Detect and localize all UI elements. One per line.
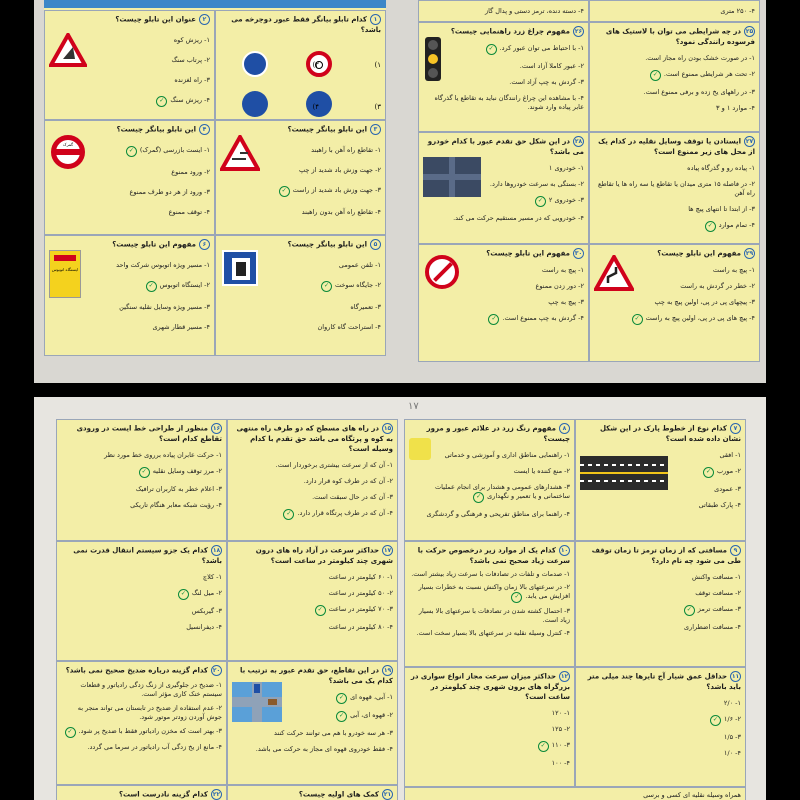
customs-stop-sign-icon: گمرک — [51, 135, 85, 169]
option-3: ۳- هر سه خودرو با هم می توانند حرکت کنند — [273, 729, 393, 737]
option-2: ۲- ۵۰ کیلومتر در ساعت — [328, 589, 393, 597]
option-4-correct: ۴- پیچ های پی در پی، اولین پیچ به راست ✓ — [594, 314, 755, 325]
question-3-title: ۳این تابلو بیانگر چیست؟ — [220, 124, 381, 135]
question-4-title: ۴این تابلو بیانگر چیست؟ — [49, 124, 210, 135]
falling-rocks-sign-icon — [49, 33, 87, 67]
option-2-correct: ۲- مرز توقف وسایل نقلیه ✓ — [61, 467, 222, 478]
option-2-correct: ۲- ۱/۶ ✓ — [580, 715, 741, 726]
option-4: ۴- رؤیت شبکه معابر هنگام تاریکی — [130, 501, 222, 509]
option-3-correct: ۳- ۷۰ کیلومتر در ساعت ✓ — [232, 605, 393, 616]
option-1-correct: ۱- با احتیاط می توان عبور کرد. ✓ — [423, 44, 584, 55]
question-21 — [227, 785, 398, 800]
question-10 — [404, 541, 575, 667]
option-3-correct: ۳- هشدارهای عمومی و هشدار برای انجام عملیات ساختمانی و یا تعمیر و نگهداری ✓ — [409, 483, 570, 503]
question-25 — [589, 22, 760, 132]
crosswind-sign-icon — [220, 135, 260, 171]
option-2-marker: ۲) — [312, 61, 319, 69]
option-2: ۲- پرتاب سنگ — [171, 56, 210, 64]
option-4: ۴- ۸۰ کیلومتر در ساعت — [328, 623, 393, 631]
option-4: ۴- خودرویی که در مسیر مستقیم حرکت می کند. — [453, 214, 584, 222]
question-6-title: ۶مفهوم این تابلو چیست؟ — [49, 239, 210, 250]
question-12 — [404, 667, 575, 787]
option-4-marker: ۴) — [312, 103, 319, 111]
option-4-correct: ۴- آن که در طرف پرتگاه قرار دارد. ✓ — [232, 509, 393, 520]
option-2: ۲- مسافت توقف — [695, 589, 741, 597]
option-3: ۳- اعلام خطر به کاربران ترافیک — [135, 485, 222, 493]
option-1: ۱- ۱۲۰ — [551, 709, 570, 717]
question-9 — [575, 541, 746, 667]
option-4: ۴- پارک طبقاتی — [698, 501, 741, 509]
question-15-title: ۱۵در راه های مسطح که دو طرف راه منتهی به کوه و پرتگاه می باشد حق تقدم با کدام وسیله است؟ — [236, 424, 393, 453]
previous-question-tail-left: ۴- دسته دنده، ترمز دستی و پدال گاز — [418, 0, 589, 22]
question-8-title: ۸مفهوم رنگ زرد در علائم عبور و مرور چیست؟ — [426, 424, 570, 443]
question-16 — [56, 419, 227, 541]
option-3: ۳- احتمال کشته شدن در تصادفات با سرعتهای بالا بسیار زیاد است. — [418, 607, 570, 624]
question-7 — [575, 419, 746, 541]
question-18 — [56, 541, 227, 661]
question-27-title: ۲۷ایستادن یا توقف وسایل نقلیه در کدام یک از محل های زیر ممنوع است؟ — [598, 137, 755, 156]
question-17-title: ۱۷حداکثر سرعت در آزاد راه های درون شهری چند کیلومتر در ساعت است؟ — [255, 546, 393, 565]
option-2-correct: ۲- ایستگاه اتوبوس ✓ — [49, 281, 210, 292]
question-30 — [418, 244, 589, 362]
option-4: ۴- مسافت اضطراری — [683, 623, 741, 631]
option-1-correct: ۱- آبی، قهوه ای ✓ — [232, 693, 393, 704]
intersection-priority-diagram-icon — [232, 682, 282, 722]
option-4: ۴- فقط خودروی قهوه ای مجاز به حرکت می باشد. — [255, 745, 393, 753]
question-1 — [215, 10, 386, 120]
question-17 — [227, 541, 398, 661]
option-2: ۲- خطر در گردش به راست — [680, 282, 755, 290]
question-21-title: ۲۱کمک های اولیه چیست؟ — [298, 790, 392, 799]
bus-stop-sign-icon: ایستگاه اتوبوس — [49, 250, 81, 298]
question-8 — [404, 419, 575, 541]
option-2: ۲- عدم استفاده از ضدیخ در تابستان می تواند منجر به جوش آوردن زودتر موتور شود. — [77, 704, 222, 721]
question-22-title: ۲۲کدام گزینه نادرست است؟ — [118, 790, 221, 799]
option-1: ۱- تلفن عمومی — [338, 261, 381, 269]
option-1: ۱- مسافت واکنش — [691, 573, 741, 581]
question-29 — [589, 244, 760, 362]
option-1: ۱- ضدیخ در جلوگیری از زنگ زدگی رادیاتور و قطعات سیستم خنک کاری مؤثر است. — [80, 681, 222, 698]
option-2-correct: ۲- در سرعتهای بالا زمان واکنش نسبت به خطرات بسیار افزایش می یابد. ✓ — [409, 583, 570, 603]
option-1: ۱- ۶۰ کیلومتر در ساعت — [328, 573, 393, 581]
fuel-station-sign-icon — [222, 250, 258, 286]
option-4: ۴- ۱۰۰ — [551, 759, 570, 767]
option-1: ۱- پیچ به راست — [541, 266, 584, 274]
top-photo — [34, 0, 766, 383]
question-19-title: ۱۹در این تقاطع، حق تقدم عبور به ترتیب با کدام یک می باشد؟ — [239, 666, 393, 685]
option-1: ۱- پیچ به راست — [712, 266, 755, 274]
traffic-light-icon — [425, 37, 441, 81]
option-4: ۴- کنترل وسیله نقلیه در سرعتهای بالا بسیار سخت است. — [416, 629, 570, 637]
question-26 — [418, 22, 589, 132]
yellow-color-swatch-icon — [409, 438, 431, 460]
next-question-tail: همراه وسیله نقلیه ای کسی و برسی — [404, 787, 746, 800]
option-3: ۳- راه لغزنده — [174, 76, 210, 84]
option-4: ۴- با مشاهده این چراغ رانندگان نباید به تقاطع یا گذرگاه عابر پیاده وارد شوند. — [434, 94, 584, 111]
option-2: ۲- در فاصله ۱۵ متری میدان یا تقاطع یا سه راه ها یا تقاطع راه آهن — [597, 180, 755, 197]
option-1: ۱- صدمات و تلفات در تصادفات با سرعت زیاد بیشتر است. — [411, 570, 570, 578]
question-29-title: ۲۹مفهوم این تابلو چیست؟ — [657, 249, 754, 258]
option-3: ۳- گردش به چپ آزاد است. — [509, 78, 584, 86]
option-3: ۳- ۱/۵ — [723, 733, 741, 741]
option-2-correct: ۲- میل لنگ ✓ — [61, 589, 222, 600]
option-4: ۴- راهنما برای مناطق تفریحی و فرهنگی و گردشگری — [426, 510, 570, 518]
parking-lines-diagram-icon — [580, 456, 668, 490]
question-9-title: ۹مسافتی که از زمان ترمز تا زمان توقف طی می شود چه نام دارد؟ — [591, 546, 741, 565]
question-1-title: ۱کدام تابلو بیانگر فقط عبور دوچرخه می باشد؟ — [231, 15, 381, 34]
previous-question-tail-right: ۴- ۲۵۰ متری — [589, 0, 760, 22]
option-3: ۳- پیچهای پی در پی، اولین پیچ به چپ — [654, 298, 755, 306]
option-4-correct: ۴- ریزش سنگ ✓ — [49, 96, 210, 107]
bicycle-only-sign-icon — [306, 91, 332, 117]
option-2: ۲- عبور کاملا آزاد است. — [519, 62, 584, 70]
option-4: ۴- مانع از یخ زدگی آب رادیاتور در سرما می گردد. — [87, 743, 222, 751]
option-1-marker: ۱) — [374, 61, 381, 69]
option-1: ۱- کلاچ — [202, 573, 222, 581]
option-2: ۲- قهوه ای، آبی ✓ — [232, 711, 393, 722]
option-4-correct: ۴- تمام موارد ✓ — [594, 221, 755, 232]
option-4: ۴- تقاطع راه آهن بدون راهبند — [301, 208, 381, 216]
option-2: ۲- دور زدن ممنوع — [535, 282, 584, 290]
option-1: ۱- مسیر ویژه اتوبوس شرکت واحد — [116, 261, 210, 269]
option-3-marker: ۳) — [374, 103, 381, 111]
option-3: ۳- ورود از هر دو طرف ممنوع — [129, 188, 210, 196]
question-16-title: ۱۶منظور از طراحی خط ایست در ورودی تقاطع کدام است؟ — [76, 424, 222, 443]
option-2: ۲- منع کننده یا ایست — [513, 467, 570, 475]
option-1: ۱- خودروی ۱ — [548, 164, 584, 172]
option-2-correct: ۲- مورب ✓ — [580, 467, 741, 478]
page-number-mark: ۱۷ — [408, 401, 419, 412]
option-1: ۱- پیاده رو و گذرگاه پیاده — [687, 164, 755, 172]
option-4: ۴- موارد ۱ و ۳ — [716, 104, 755, 112]
option-4: ۴- استراحت گاه کاروان — [317, 323, 381, 331]
option-2: ۲- جهت وزش باد شدید از چپ — [299, 166, 381, 174]
option-2: ۲- ۱۲۵ — [551, 725, 570, 733]
option-4-correct: ۴- گردش به چپ ممنوع است. ✓ — [423, 314, 584, 325]
question-30-title: ۳۰مفهوم این تابلو چیست؟ — [486, 249, 583, 258]
option-4: ۴- دیفرانسیل — [186, 623, 222, 631]
option-1: ۱- آن که از سرعت بیشتری برخوردار است. — [275, 461, 393, 469]
option-4: ۴- توقف ممنوع — [168, 208, 210, 216]
option-2: ۲- ورود ممنوع — [171, 168, 210, 176]
option-3: ۳- مسیر ویژه وسایل نقلیه سنگین — [119, 303, 210, 311]
option-1: ۱- ریزش کوه — [173, 36, 210, 44]
question-7-title: ۷کدام نوع از خطوط پارک در این شکل نشان داده شده است؟ — [599, 424, 741, 443]
question-12-title: ۱۲حداکثر میزان سرعت مجاز انواع سواری در بزرگراه های برون شهری چند کیلومتر در ساعت است؟ — [410, 672, 570, 701]
option-1: ۱- ۲/۰ — [723, 699, 741, 707]
question-4 — [44, 120, 215, 235]
question-28-title: ۲۸در این شکل حق تقدم عبور با کدام خودرو می باشد؟ — [427, 137, 584, 156]
option-3-correct: ۳- جهت وزش باد شدید از راست ✓ — [220, 186, 381, 197]
question-11-title: ۱۱حداقل عمق شیار آج تایرها چند میلی متر باید باشد؟ — [587, 672, 741, 691]
no-left-turn-sign-icon — [425, 255, 459, 289]
bottom-photo — [34, 397, 766, 800]
option-3: ۳- عمودی — [714, 485, 741, 493]
bottom-left-sheet — [56, 419, 398, 800]
option-3-correct: ۳- بهتر است که مخزن رادیاتور فقط با ضدیخ پر شود. ✓ — [61, 727, 222, 738]
question-25-title: ۲۵در چه شرایطی می توان با لاستیک های فرسوده رانندگی نمود؟ — [605, 27, 755, 46]
option-1: ۱- در صورت خشک بودن راه مجاز است. — [645, 54, 755, 62]
option-3-correct: ۳- خودروی ۲ ✓ — [423, 196, 584, 207]
double-bend-sign-icon — [594, 255, 634, 291]
option-2: ۲- بستگی به سرعت خودروها دارد. — [489, 180, 584, 188]
option-1: ۱- افقی — [719, 451, 741, 459]
option-3: ۳- گیربکس — [191, 607, 222, 615]
question-20 — [56, 661, 227, 785]
option-3: ۳- از ابتدا تا انتهای پیچ ها — [688, 205, 755, 213]
bottom-right-sheet — [404, 419, 746, 800]
question-15 — [227, 419, 398, 541]
option-3-correct: ۳- مسافت ترمز ✓ — [580, 605, 741, 616]
top-right-sheet — [418, 0, 760, 362]
question-10-title: ۱۰کدام یک از موارد زیر درخصوص حرکت با سرعت زیاد صحیح نمی باشد؟ — [417, 546, 570, 565]
question-2 — [44, 10, 215, 120]
bicycle-prohibited-sign-icon — [306, 51, 332, 77]
option-4: ۴- مسیر قطار شهری — [152, 323, 210, 331]
question-11 — [575, 667, 746, 787]
question-5 — [215, 235, 386, 356]
option-3: ۳- تعمیرگاه — [350, 303, 381, 311]
question-26-title: ۲۶مفهوم چراغ زرد راهنمایی چیست؟ — [450, 27, 583, 36]
option-2-correct: ۲- جایگاه سوخت ✓ — [220, 281, 381, 292]
intersection-diagram-icon — [423, 157, 481, 197]
question-5-title: ۵این تابلو بیانگر چیست؟ — [220, 239, 381, 250]
blue-header-band — [44, 0, 386, 8]
question-27 — [589, 132, 760, 244]
question-6 — [44, 235, 215, 356]
option-2-correct: ۲- تحت هر شرایطی ممنوع است. ✓ — [594, 70, 755, 81]
question-19 — [227, 661, 398, 785]
option-1: ۱- تقاطع راه آهن با راهبند — [311, 146, 381, 154]
option-1: ۱- راهنمایی مناطق اداری و آموزشی و خدماتی — [444, 451, 570, 459]
question-3 — [215, 120, 386, 235]
top-left-sheet — [44, 0, 386, 356]
option-3: ۳- آن که در حال سبقت است. — [312, 493, 393, 501]
option-2: ۲- آن که در طرف کوه قرار دارد. — [303, 477, 393, 485]
option-4: ۴- ۱/۰ — [723, 749, 741, 757]
option-1: ۱- حرکت عابران پیاده برروی خط مورد نظر — [104, 451, 222, 459]
option-3-correct: ۳- ۱۱۰ ✓ — [409, 741, 570, 752]
option-3: ۳- در راههای یخ زده و برفی ممنوع است. — [643, 88, 755, 96]
question-18-title: ۱۸کدام یک جزو سیستم انتقال قدرت نمی باشد؟ — [73, 546, 222, 565]
option-1-correct: ۱- ایست بازرسی (گمرک) ✓ — [49, 146, 210, 157]
question-2-title: ۲عنوان این تابلو چیست؟ — [49, 14, 210, 25]
question-20-title: ۲۰کدام گزینه درباره ضدیخ صحیح نمی باشد؟ — [65, 666, 221, 675]
bicycle-pedestrian-sign-icon — [242, 51, 268, 77]
question-28 — [418, 132, 589, 244]
shared-path-sign-icon — [242, 91, 268, 117]
option-3: ۳- پیچ به چپ — [548, 298, 584, 306]
question-22 — [56, 785, 227, 800]
